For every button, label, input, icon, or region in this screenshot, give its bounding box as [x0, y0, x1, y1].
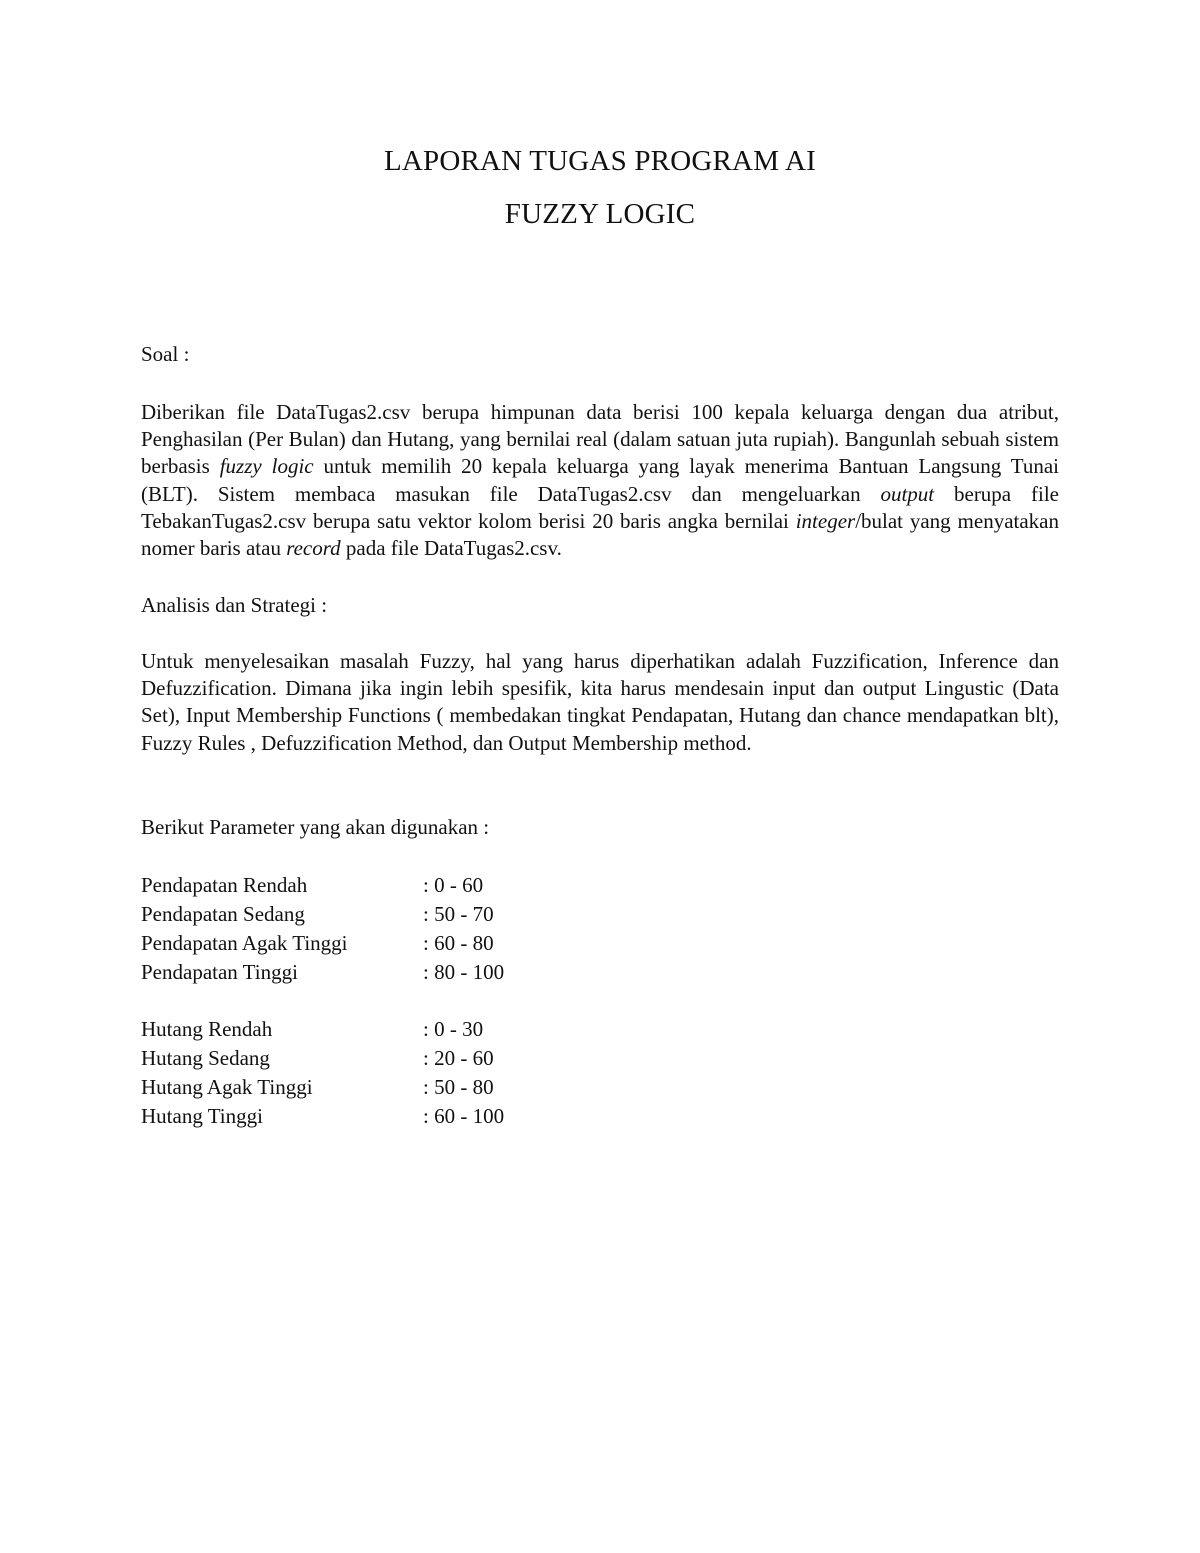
analisis-paragraph: Untuk menyelesaikan masalah Fuzzy, hal yang harus diperhatikan adalah Fuzzification, Inference dan Defuzzification. Dimana jika ingin lebih spesifik, kita harus mendesain input dan output Lingustic (Data Set), Input Membership Functions ( membedakan tingkat Pendapatan, Hutang dan chance mendapatkan blt), Fuzzy Rules , Defuzzification Method, dan Output Membership method.: [141, 649, 1059, 755]
parameter-row: [141, 958, 741, 987]
parameter-name: Hutang Rendah: [141, 1017, 273, 1041]
analisis-label: Analisis dan Strategi :: [141, 593, 328, 617]
parameter-name: Hutang Sedang: [141, 1046, 270, 1070]
soal-text-1: Diberikan file DataTugas2.csv berupa himpunan data berisi 100 kepala keluarga dengan dua atribut, Penghasilan (Per Bulan) dan Hutang, yang bernilai real (dalam satuan juta rupiah). Bangunlah sebuah sistem berbasis: [141, 400, 1059, 479]
parameter-row: [141, 1044, 741, 1073]
parameter-range: : 60 - 100: [423, 1104, 505, 1128]
parameter-row: [141, 871, 741, 900]
soal-emphasis-integer: integer: [795, 508, 856, 533]
parameter-name: Pendapatan Rendah: [141, 873, 308, 897]
document-subtitle: FUZZY LOGIC: [504, 198, 696, 230]
parameter-range: : 60 - 80: [423, 931, 494, 955]
soal-emphasis-fuzzy-logic: fuzzy logic: [219, 454, 314, 479]
document-title: LAPORAN TUGAS PROGRAM AI: [383, 145, 817, 177]
pendapatan-parameter-list: [141, 871, 741, 987]
parameter-name: Pendapatan Agak Tinggi: [141, 931, 348, 955]
soal-text-4: /bulat yang menyatakan nomer baris atau: [141, 508, 1059, 561]
soal-text-5: pada file DataTugas2.csv.: [340, 536, 562, 561]
parameter-row: [141, 929, 741, 958]
parameter-name: Hutang Agak Tinggi: [141, 1075, 313, 1099]
parameter-row: [141, 1073, 741, 1102]
parameter-row: [141, 1015, 741, 1044]
hutang-parameter-list: [141, 1015, 741, 1131]
soal-text-3: berupa file TebakanTugas2.csv berupa satu vektor kolom berisi 20 baris angka bernilai: [141, 481, 1059, 533]
soal-paragraph: [141, 399, 1059, 562]
parameter-name: Pendapatan Sedang: [141, 902, 305, 926]
parameter-row: [141, 900, 741, 929]
parameter-row: [141, 1102, 741, 1131]
soal-text-2: untuk memilih 20 kepala keluarga yang layak menerima Bantuan Langsung Tunai (BLT). Sistem membaca masukan file DataTugas2.csv dan mengeluarkan: [141, 454, 1059, 506]
parameter-range: : 0 - 60: [423, 873, 484, 897]
parameter-name: Hutang Tinggi: [141, 1104, 263, 1128]
parameter-range: : 50 - 70: [423, 902, 494, 926]
parameter-range: : 80 - 100: [423, 960, 505, 984]
soal-label: Soal :: [141, 342, 190, 366]
parameter-range: : 0 - 30: [423, 1017, 484, 1041]
parameter-range: : 20 - 60: [423, 1046, 494, 1070]
parameter-label: Berikut Parameter yang akan digunakan :: [141, 815, 490, 839]
parameter-range: : 50 - 80: [423, 1075, 494, 1099]
parameter-name: Pendapatan Tinggi: [141, 960, 298, 984]
soal-emphasis-output: output: [880, 481, 935, 506]
soal-emphasis-record: record: [286, 536, 341, 561]
